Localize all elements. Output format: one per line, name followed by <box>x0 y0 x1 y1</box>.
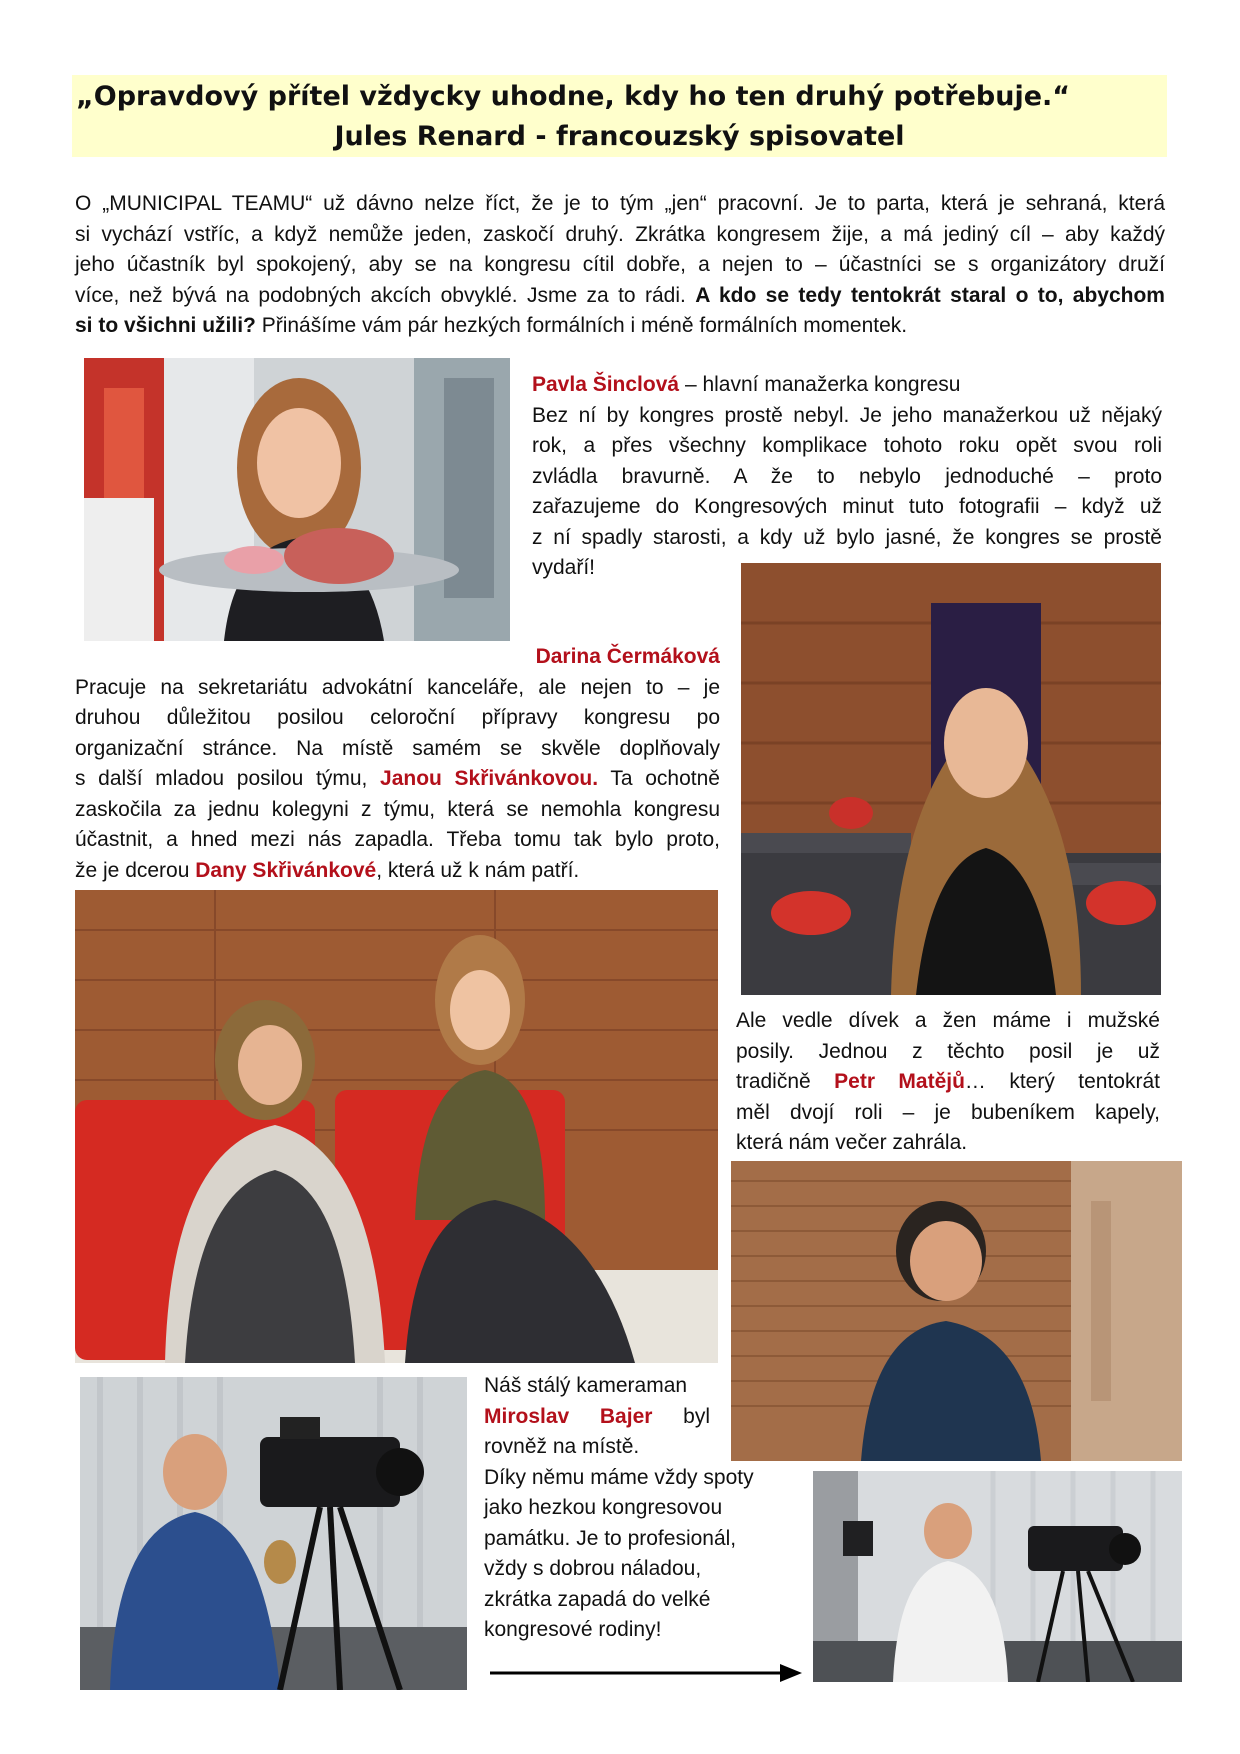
person-name: Dany Skřivánkové <box>195 858 377 882</box>
darina-line: účastnit, a hned mezi nás zapadla. Třeba tomu tak bylo proto, <box>75 828 720 851</box>
arrow-right-icon <box>490 1660 802 1686</box>
petr-line: která nám večer zahrála. <box>736 1131 968 1154</box>
miroslav-line: zkrátka zapadá do velké <box>484 1587 711 1611</box>
darina-text: s další mladou posilou týmu, <box>75 767 368 790</box>
intro-bold: si to všichni užili? <box>75 314 256 337</box>
petr-line: měl dvojí roli – je bubeníkem kapely, <box>736 1100 1160 1124</box>
person-name: Miroslav Bajer <box>484 1404 653 1428</box>
person-role: – hlavní manažerka kongresu <box>684 373 961 396</box>
intro-bold: A kdo se tedy tentokrát staral o to, abychom <box>695 283 1165 307</box>
intro-text: více, než bývá na podobných akcích obvyklé. Jsme za to rádi. <box>75 283 686 307</box>
person-name: Petr Matějů <box>834 1070 965 1093</box>
pavla-heading <box>532 370 1162 401</box>
darina-line <box>75 856 720 887</box>
darina-line: zaskočila za jednu kolegyni z týmu, která se nemohla kongresu <box>75 797 720 821</box>
miroslav-line: rovněž na místě. <box>484 1435 640 1458</box>
photo-darina-cermakova <box>741 563 1161 995</box>
photo-petr-mateju <box>731 1161 1182 1461</box>
miroslav-line: Díky němu máme vždy spoty <box>484 1465 754 1489</box>
darina-line <box>75 764 720 795</box>
quote-author: Jules Renard - francouzský spisovatel <box>334 121 905 152</box>
person-name-line <box>530 642 720 673</box>
miroslav-line: vždy s dobrou náladou, <box>484 1557 702 1580</box>
petr-line: posily. Jednou z těchto posil je už <box>736 1039 1160 1063</box>
miroslav-line: jako hezkou kongresovou <box>484 1496 723 1519</box>
miroslav-line: Náš stálý kameraman <box>484 1374 688 1397</box>
person-name: Pavla Šinclová <box>532 373 680 396</box>
miroslav-text: byl <box>683 1404 710 1428</box>
pavla-line: zvládla bravurně. A že to nebylo jednoduché – proto <box>532 464 1162 488</box>
darina-line: organizační stránce. Na místě samém se skvěle doplňovaly <box>75 736 720 760</box>
darina-text: , která už k nám patří. <box>376 858 580 882</box>
person-name: Darina Čermáková <box>535 645 720 668</box>
pavla-line: z ní spadly starosti, a kdy už bylo jasné, že kongres se prostě <box>532 525 1162 549</box>
intro-line: O „MUNICIPAL TEAMU“ už dávno nelze říct, že je to tým „jen“ pracovní. Je to parta, která je sehraná, která <box>75 192 1165 215</box>
quote-box <box>72 75 1167 157</box>
miroslav-line: kongresové rodiny! <box>484 1618 662 1641</box>
darina-line: druhou důležitou posilou celoroční přípravy kongresu po <box>75 706 720 729</box>
intro-text: Přinášíme vám pár hezkých formálních i méně formálních momentek. <box>261 314 908 337</box>
intro-line: jeho účastník byl spokojený, aby se na kongresu cítil dobře, a nejen to – účastníci se s organizátory druží <box>75 253 1165 276</box>
darina-line: Pracuje na sekretariátu advokátní kanceláře, ale nejen to – je <box>75 675 720 699</box>
miroslav-line <box>484 1402 710 1433</box>
pavla-line: zařazujeme do Kongresových minut tuto fotografii – když už <box>532 495 1162 518</box>
petr-line: Ale vedle dívek a žen máme i mužské <box>736 1009 1160 1032</box>
quote-text: „Opravdový přítel vždycky uhodne, kdy ho ten druhý potřebuje.“ <box>76 81 1071 112</box>
intro-line <box>75 281 1165 312</box>
pavla-line: Bez ní by kongres prostě nebyl. Je jeho manažerkou už nějaký <box>532 403 1162 427</box>
petr-text: … který tentokrát <box>964 1070 1160 1093</box>
photo-miroslav-bajer-camera <box>80 1377 467 1690</box>
darina-text: Ta ochotně <box>610 767 720 790</box>
darina-text: že je dcerou <box>75 858 190 882</box>
pavla-line: rok, a přes všechny komplikace tohoto roku opět svou roli <box>532 434 1162 457</box>
intro-line: si vychází vstříc, a když nemůže jeden, zaskočí druhý. Zkrátka kongresem žije, a má jediný cíl – aby každý <box>75 222 1165 246</box>
photo-pavla-sinclova <box>84 358 510 641</box>
photo-two-women-seated <box>75 890 718 1363</box>
petr-text: tradičně <box>736 1070 811 1093</box>
person-name: Janou Skřivánkovou. <box>380 767 599 790</box>
intro-line <box>75 311 1165 342</box>
petr-line <box>736 1067 1160 1098</box>
miroslav-line: památku. Je to profesionál, <box>484 1526 737 1550</box>
photo-miroslav-bajer-pointing <box>813 1471 1182 1682</box>
pavla-line: vydaří! <box>532 556 596 579</box>
